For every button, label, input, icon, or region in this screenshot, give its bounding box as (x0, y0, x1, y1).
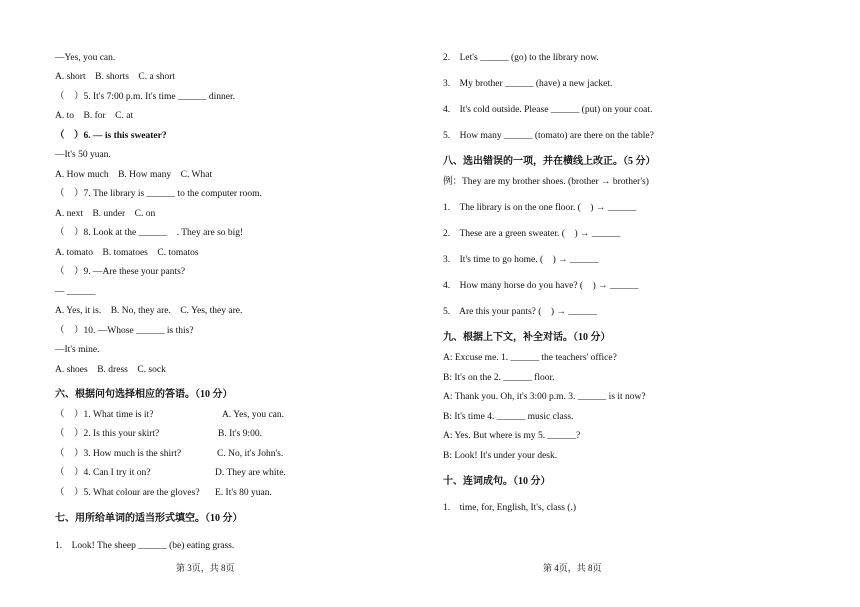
section-8-title: 八、选出错误的一项，并在横线上改正。（5 分） (443, 156, 656, 167)
match-answer: D. They are white. (215, 468, 286, 478)
dialogue-line: B: It's on the 2. ______ floor. (443, 373, 555, 383)
match-answer: C. No, it's John's. (217, 449, 284, 459)
section-9-title: 九、根据上下文，补全对话。（10 分） (443, 332, 611, 343)
example-line: 例：They are my brother shoes. (brother → brother's) (443, 177, 649, 187)
section-10-title: 十、连词成句。（10 分） (443, 476, 551, 487)
match-question: （ ）5. What colour are the gloves? (55, 488, 200, 498)
question-10: （ ）10. —Whose ______ is this? (55, 326, 194, 336)
answer-line: —It's mine. (55, 345, 100, 355)
question-5: （ ）5. It's 7:00 p.m. It's time ______ dinner. (55, 92, 235, 102)
options-line: A. Yes, it is. B. No, they are. C. Yes, they are. (55, 306, 243, 316)
options-line: A. short B. shorts C. a short (55, 72, 176, 82)
match-question: （ ）3. How much is the shirt? (55, 449, 182, 459)
fill-item: 5. How many ______ (tomato) are there on the table? (443, 131, 654, 141)
dialogue-line: A: Yes. But where is my 5. ______? (443, 431, 581, 441)
options-line: A. tomato B. tomatoes C. tomatos (55, 248, 199, 258)
fill-item: 3. My brother ______ (have) a new jacket. (443, 79, 613, 89)
correction-item: 1. The library is on the one floor. ( ) → ______ (443, 203, 637, 213)
page-footer: 第 3页，共 8页 (176, 563, 235, 573)
dialogue-line: B: It's time 4. ______ music class. (443, 412, 574, 422)
fill-item: 1. Look! The sheep ______ (be) eating grass. (55, 541, 235, 551)
fill-item: 2. Let's ______ (go) to the library now. (443, 53, 599, 63)
answer-line: —It's 50 yuan. (55, 150, 111, 160)
dialogue-line: B: Look! It's under your desk. (443, 451, 558, 461)
fill-item: 4. It's cold outside. Please ______ (put) on your coat. (443, 105, 653, 115)
correction-item: 2. These are a green sweater. ( ) → ______ (443, 229, 621, 239)
answer-line: —Yes, you can. (55, 53, 116, 63)
options-line: A. How much B. How many C. What (55, 170, 213, 180)
match-question: （ ）1. What time is it? (55, 410, 154, 420)
correction-item: 4. How many horse do you have? ( ) → ______ (443, 281, 639, 291)
options-line: A. shoes B. dress C. sock (55, 365, 166, 375)
correction-item: 5. Are this your pants? ( ) → ______ (443, 307, 597, 317)
question-8: （ ）8. Look at the ______ . They are so big! (55, 228, 244, 238)
dialogue-line: A: Thank you. Oh, it's 3:00 p.m. 3. ______ is it now? (443, 392, 646, 402)
word-order-item: 1. time, for, English, It's, class (.) (443, 503, 576, 513)
match-answer: E. It's 80 yuan. (215, 488, 272, 498)
options-line: A. to B. for C. at (55, 111, 134, 121)
section-7-title: 七、用所给单词的适当形式填空。（10 分） (55, 513, 243, 524)
question-9: （ ）9. —Are these your pants? (55, 267, 186, 277)
match-answer: B. It's 9:00. (218, 429, 262, 439)
question-7: （ ）7. The library is ______ to the computer room. (55, 189, 262, 199)
options-line: A. next B. under C. on (55, 209, 156, 219)
match-question: （ ）2. Is this your skirt? (55, 429, 160, 439)
match-answer: A. Yes, you can. (222, 410, 285, 420)
question-6: （ ）6. — is this sweater? (55, 131, 167, 141)
match-question: （ ）4. Can I try it on? (55, 468, 151, 478)
answer-line: — ______ (55, 287, 96, 297)
dialogue-line: A: Excuse me. 1. ______ the teachers' office? (443, 353, 617, 363)
section-6-title: 六、根据问句选择相应的答语。（10 分） (55, 389, 233, 400)
correction-item: 3. It's time to go home. ( ) → ______ (443, 255, 599, 265)
page-footer: 第 4页，共 8页 (543, 563, 602, 573)
